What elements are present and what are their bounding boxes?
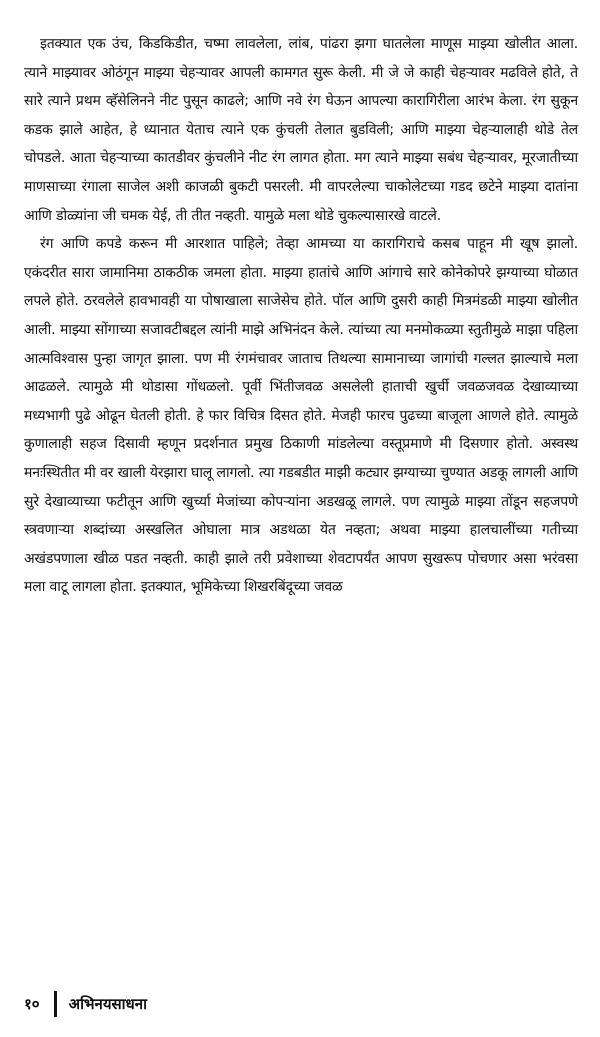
- paragraph: इतक्यात एक उंच, किडकिडीत, चष्मा लावलेला, लांब, पांढरा झगा घातलेला माणूस माझ्या खोलीत आला. त्याने माझ्यावर ओठंगून माझ्या चेहऱ्यावर आपली कामगत सुरू केली. मी जे जे काही चेहऱ्यावर मढविले होते, ते सारे त्याने प्रथम व्हॅसेलिनने नीट पुसून काढले; आणि नवे रंग घेऊन आपल्या कारागिरीला आरंभ केला. रंग सुकून कडक झाले आहेत, हे ध्यानात येताच त्याने एक कुंचली तेलात बुडविली; आणि माझ्या चेहऱ्यालाही थोडे तेल चोपडले. आता चेहऱ्याच्या कातडीवर कुंचलीने नीट रंग लागत होता. मग त्याने माझ्या सबंध चेहऱ्यावर, मूरजातीच्या माणसाच्या रंगाला साजेल अशी काजळी बुकटी पसरली. मी वापरलेल्या चाकोलेटच्या गडद छटेने माझ्या दातांना आणि डोळ्यांना जी चमक येई, ती तीत नव्हती. यामुळे मला थोडे चुकल्यासारखे वाटले.: [24, 36, 578, 224]
- page-footer: [24, 989, 147, 1019]
- page-number: १०: [24, 995, 40, 1013]
- running-title: अभिनयसाधना: [68, 995, 147, 1013]
- paragraph: रंग आणि कपडे करून मी आरशात पाहिले; तेव्हा आमच्या या कारागिराचे कसब पाहून मी खूष झालो. एकंदरीत सारा जामानिमा ठाकठीक जमला होता. माझ्या हातांचे आणि आंगाचे सारे कोनेकोपरे झग्याच्या घोळात लपले होते. ठरवलेले हावभावही या पोषाखाला साजेसेच होते. पॉल आणि दुसरी काही मित्रमंडळी माझ्या खोलीत आली. माझ्या सोंगाच्या सजावटीबद्दल त्यांनी माझे अभिनंदन केले. त्यांच्या त्या मनमोकळ्या स्तुतीमुळे माझा पहिला आत्मविश्वास पुन्हा जागृत झाला. पण मी रंगमंचावर जाताच तिथल्या सामानाच्या जागांची गल्लत झाल्याचे मला आढळले. त्यामुळे मी थोडासा गोंधळलो. पूर्वी भिंतीजवळ असलेली हाताची खुर्ची जवळजवळ देखाव्याच्या मध्यभागी पुढे ओढून घेतली होती. हे फार विचित्र दिसत होते. मेजही फारच पुढच्या बाजूला आणले होते. त्यामुळे कुणालाही सहज दिसावी म्हणून प्रदर्शनात प्रमुख ठिकाणी मांडलेल्या वस्तूप्रमाणे मी दिसणार होतो. अस्वस्थ मनःस्थितीत मी वर खाली येरझारा घालू लागलो. त्या गडबडीत माझी कट्यार झग्याच्या चुण्यात अडकू लागली आणि सुरे देखाव्याच्या फटीतून आणि खुर्च्या मेजांच्या कोपऱ्यांना अडखळू लागले. पण त्यामुळे माझ्या तोंडून सहजपणे स्त्रवणाऱ्या शब्दांच्या अस्खलित ओघाला मात्र अडथळा येत नव्हता; अथवा माझ्या हालचालींच्या गतीच्या अखंडपणाला खीळ पडत नव्हती. काही झाले तरी प्रवेशाच्या शेवटापर्यंत आपण सुखरूप पोचणार असा भरंवसा मला वाटू लागला होता. इतक्यात, भूमिकेच्या शिखरबिंदूच्या जवळ: [24, 236, 578, 596]
- body-text: [24, 30, 578, 602]
- footer-divider: [54, 991, 57, 1017]
